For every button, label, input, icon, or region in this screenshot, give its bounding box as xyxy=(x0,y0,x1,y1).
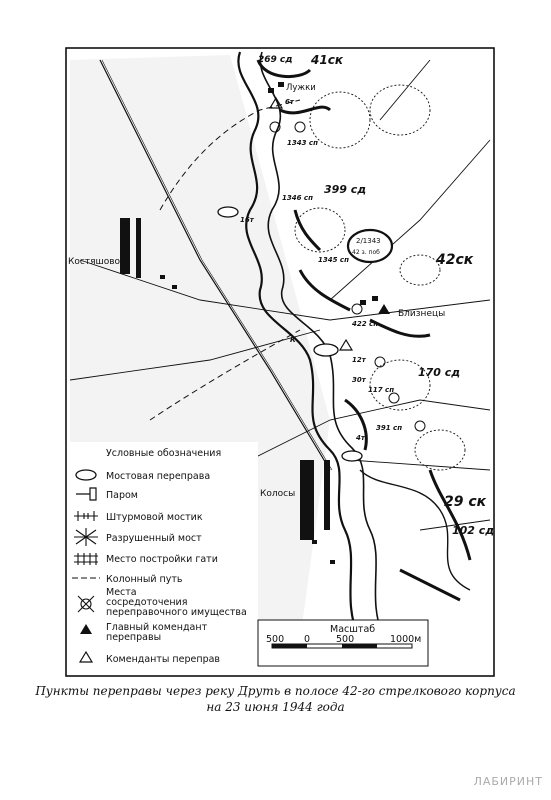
regiment-label: 391 сп xyxy=(376,424,403,432)
scale-tick: 1000м xyxy=(390,634,422,645)
scale-tick: 500 xyxy=(266,634,285,645)
unit-label: 399 сд xyxy=(324,183,367,196)
legend-label: Коменданты переправ xyxy=(106,654,221,665)
unit-label: 269 сд xyxy=(258,55,293,65)
place-label: Лужки xyxy=(286,83,316,93)
regiment-box-bottom: 42 з. поб xyxy=(352,249,380,256)
legend-label: Главный комендант переправы xyxy=(106,622,208,643)
tonnage-label: 30т xyxy=(352,376,366,384)
regiment-label: 117 сп xyxy=(368,386,395,394)
regiment-label: 422 сп xyxy=(352,320,379,328)
legend-label: Штурмовой мостик xyxy=(106,512,203,523)
legend-label: Места сосредоточения переправочного имущества xyxy=(106,587,247,618)
place-label: Близнецы xyxy=(398,309,446,319)
caption-line: Пункты переправы через реку Друть в полосе 42-го стрелкового корпуса xyxy=(35,684,516,698)
regiment-box-top: 2/1343 xyxy=(356,237,381,245)
main-commandant-triangle xyxy=(378,304,390,314)
legend-label: Паром xyxy=(106,490,138,501)
bridge-crossing-icon xyxy=(76,470,96,480)
legend xyxy=(68,442,258,668)
regiment-label: 1343 сп xyxy=(287,139,318,147)
watermark: ЛАБИРИНТ xyxy=(473,775,543,788)
tonnage-label: 6т xyxy=(285,98,294,106)
scale-title: Масштаб xyxy=(330,624,376,635)
unit-label: 42ск xyxy=(436,252,474,268)
commandant-triangle xyxy=(340,340,352,350)
tonnage-label: 12т xyxy=(352,356,366,364)
legend-label: Разрушенный мост xyxy=(106,533,202,544)
unit-label: 102 сд xyxy=(452,524,495,537)
tonnage-label: 16т xyxy=(240,216,254,224)
regiment-label: 1346 сп xyxy=(282,194,313,202)
scale-bar xyxy=(258,620,428,666)
regiment-label: 1345 сп xyxy=(318,256,349,264)
tonnage-label: 4т xyxy=(356,434,365,442)
bridge-point-label: К xyxy=(290,336,296,344)
legend-label: Место постройки гати xyxy=(106,554,218,565)
caption-line: на 23 июня 1944 года xyxy=(206,700,345,714)
destroyed-bridge-icon xyxy=(74,528,98,546)
place-label: Костяшово xyxy=(68,257,121,267)
scale-tick: 0 xyxy=(304,634,311,645)
place-label: Колосы xyxy=(260,489,296,499)
legend-title: Условные обозначения xyxy=(106,448,222,459)
unit-label: 41ск xyxy=(311,53,343,67)
legend-label: Колонный путь xyxy=(106,574,183,585)
regiment-box xyxy=(348,230,392,262)
unit-label: 170 сд xyxy=(418,366,461,379)
scale-tick: 500 xyxy=(336,634,355,645)
unit-label: 29 ск xyxy=(444,494,487,510)
legend-label: Мостовая переправа xyxy=(106,471,211,482)
